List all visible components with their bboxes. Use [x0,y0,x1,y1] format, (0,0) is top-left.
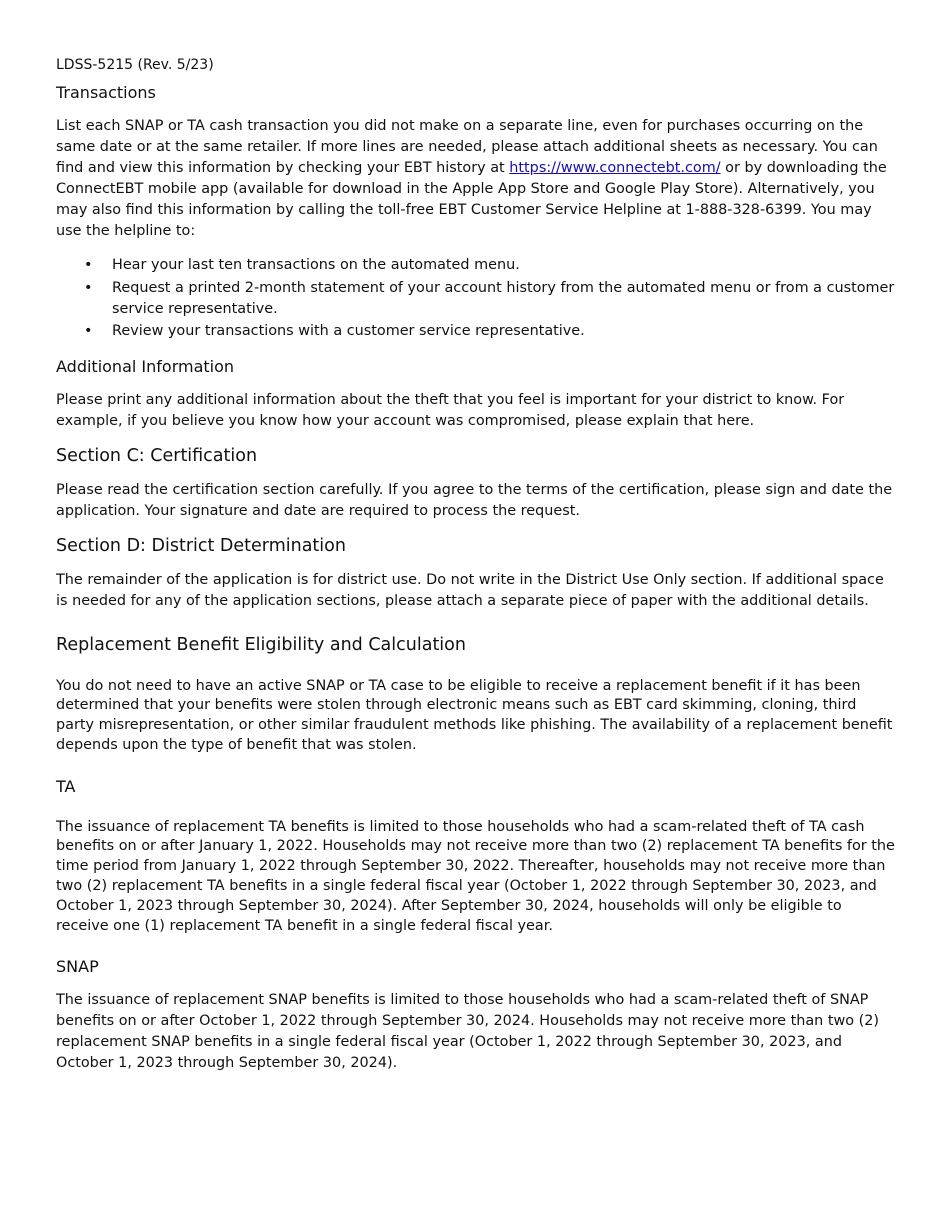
section-c-paragraph: Please read the certification section carefully. If you agree to the terms of the certification, please sign and date the application. Your signature and date are required to process the request. [56,481,893,519]
transactions-paragraph [56,116,896,242]
transactions-text-1: List each SNAP or TA cash transaction you did not make on a separate line, even for purchases occurring on the same date or at the same retailer. If more lines are needed, please attach additional sheets as necessary. You can find and view this information by checking your EBT history at [56,118,878,176]
section-d-heading: Section D: District Determination [56,535,346,556]
bullet-icon: • [84,323,93,339]
bullet-icon: • [84,279,93,296]
list-item-text: Hear your last ten transactions on the automated menu. [112,257,520,273]
replacement-heading: Replacement Benefit Eligibility and Calculation [56,634,466,655]
list-item [56,278,896,320]
ta-paragraph: The issuance of replacement TA benefits is limited to those households who had a scam-related theft of TA cash benefits on or after January 1, 2022. Households may not receive more than two (2) replacement TA benefits for the time period from January 1, 2022 through September 30, 2022. Thereafter, households may not receive more than two (2) replacement TA benefits in a single federal fiscal year (October 1, 2022 through September 30, 2023, and October 1, 2023 through September 30, 2024). After September 30, 2024, households will only be eligible to receive one (1) replacement TA benefit in a single federal fiscal year. [56,818,895,934]
list-item [56,321,896,342]
snap-paragraph: The issuance of replacement SNAP benefits is limited to those households who had a scam-related theft of SNAP benefits on or after October 1, 2022 through September 30, 2024. Households may not receive more than two (2) replacement SNAP benefits in a single federal fiscal year (October 1, 2022 through September 30, 2023, and October 1, 2023 through September 30, 2024). [56,992,880,1072]
list-item-text: Request a printed 2-month statement of your account history from the automated menu or from a customer service representative. [112,279,895,317]
document-page [56,56,896,1074]
transactions-text-2: or by downloading the ConnectEBT mobile app (available for download in the Apple App Store and Google Play Store). Alternatively, you may also find this information by calling the toll-free EBT Customer Service Helpline at 1-888-328-6399. You may use the helpline to: [56,160,887,239]
section-d-paragraph: The remainder of the application is for district use. Do not write in the District Use Only section. If additional space is needed for any of the application sections, please attach a separate piece of paper with the additional details. [56,571,884,609]
list-item [56,255,896,276]
form-id: LDSS-5215 (Rev. 5/23) [56,57,214,73]
additional-info-heading: Additional Information [56,356,235,376]
connectebt-link[interactable]: https://www.connectebt.com/ [509,160,721,176]
snap-heading: SNAP [56,957,99,977]
bullet-icon: • [84,257,93,273]
helpline-options-list [56,255,896,342]
ta-heading: TA [56,776,76,796]
additional-info-paragraph: Please print any additional information about the theft that you feel is important for your district to know. For example, if you believe you know how your account was compromised, please explain that here. [56,391,845,429]
transactions-heading: Transactions [56,83,156,102]
replacement-paragraph: You do not need to have an active SNAP or TA case to be eligible to receive a replacement benefit if it has been determined that your benefits were stolen through electronic means such as EBT card skimming, cloning, third party misrepresentation, or other similar fraudulent methods like phishing. The availability of a replacement benefit depends upon the type of benefit that was stolen. [56,677,893,753]
section-c-heading: Section C: Certification [56,445,258,466]
list-item-text: Review your transactions with a customer service representative. [112,323,585,339]
